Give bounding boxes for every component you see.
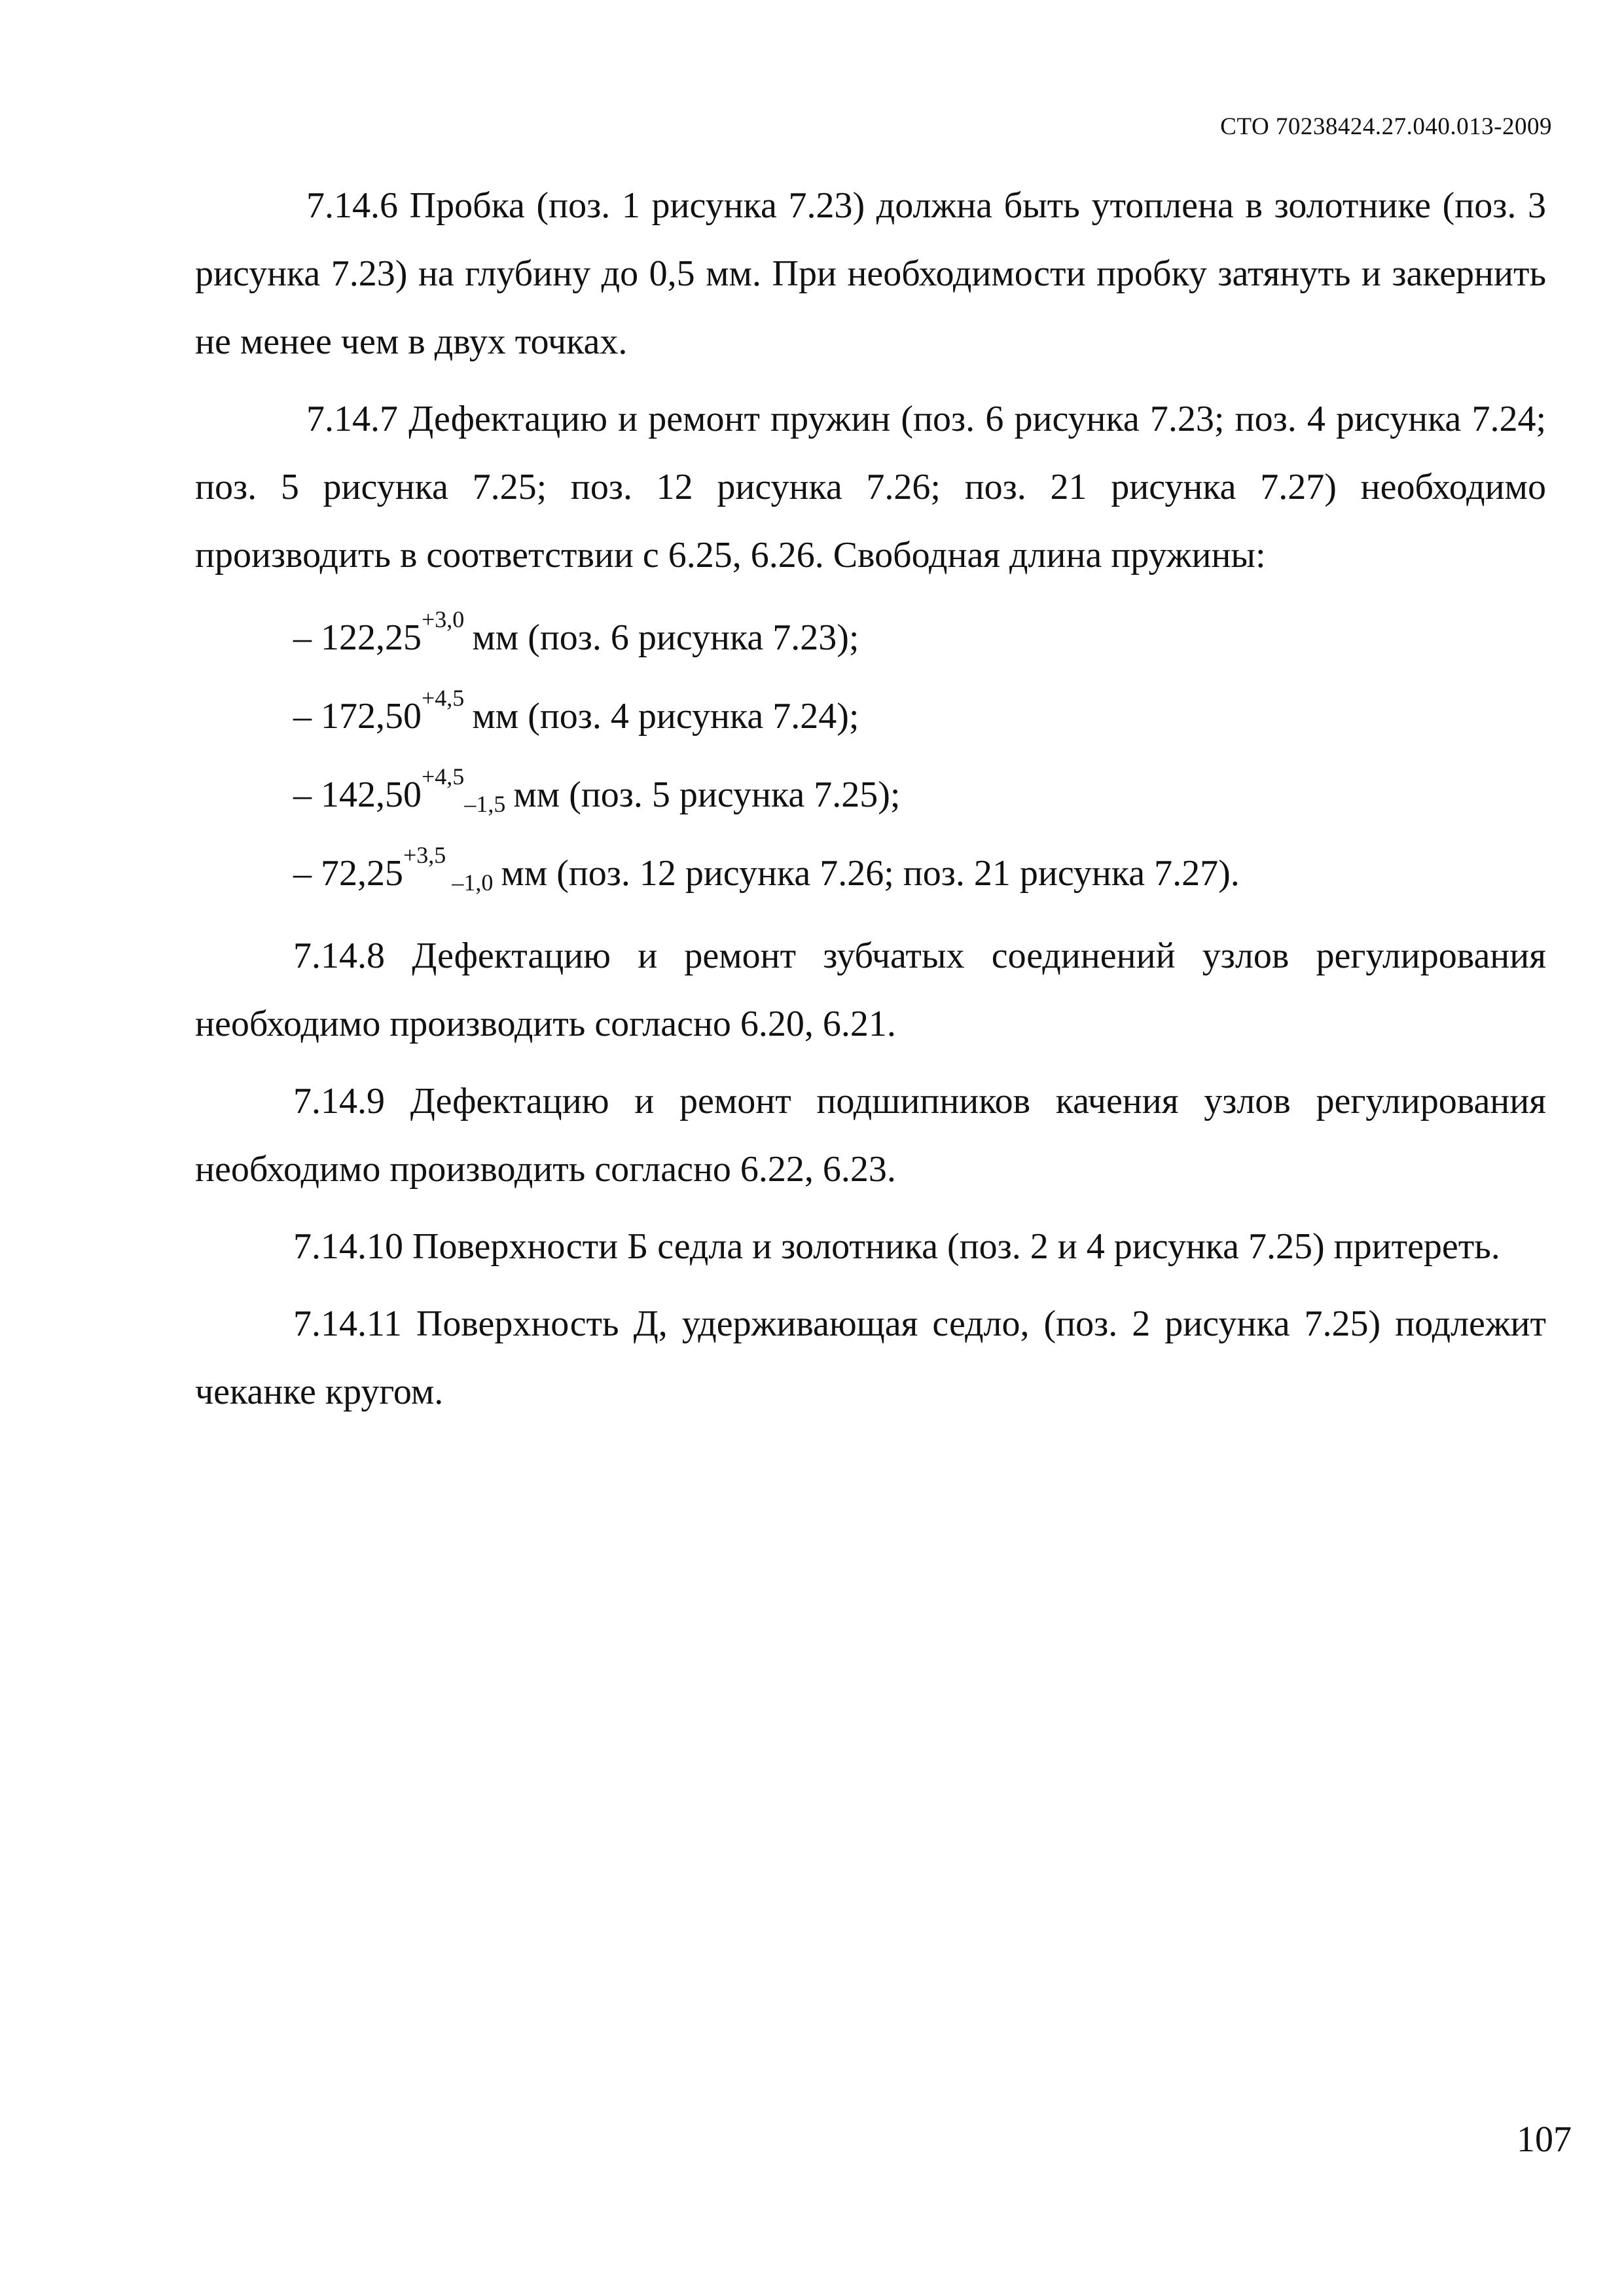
document-body: [195, 172, 1546, 1435]
list-dash: –: [293, 853, 312, 894]
list-item-text: мм (поз. 4 рисунка 7.24);: [472, 696, 859, 737]
spring-length-value: 172,50: [321, 696, 422, 737]
paragraph-7-14-11: 7.14.11 Поверхность Д, удерживающая седло, (поз. 2 рисунка 7.25) подлежит чеканке кругом.: [195, 1303, 1546, 1412]
list-dash: –: [293, 696, 312, 737]
tolerance: [422, 685, 465, 728]
paragraph-7-14-7: 7.14.7 Дефектацию и ремонт пружин (поз. 6 рисунка 7.23; поз. 4 рисунка 7.24; поз. 5 рисунка 7.25; поз. 12 рисунка 7.26; поз. 21 рисунка 7.27) необходимо производить в соответствии с 6.25, 6.26. Свободная длина пружины:: [195, 399, 1546, 575]
spring-length-value: 122,25: [321, 617, 422, 658]
list-item-text: мм (поз. 6 рисунка 7.23);: [472, 617, 859, 658]
list-item: [195, 598, 1546, 677]
page-number: 107: [1517, 2119, 1572, 2160]
tolerance-upper: +3,5: [403, 842, 446, 868]
spring-length-value: 142,50: [321, 774, 422, 815]
list-item: [195, 677, 1546, 756]
spring-length-list: [195, 598, 1546, 913]
list-item-text: мм (поз. 12 рисунка 7.26; поз. 21 рисунка 7.27).: [501, 853, 1240, 894]
tolerance: [422, 763, 506, 817]
tolerance-lower: –1,5: [464, 791, 506, 817]
tolerance-upper: +3,0: [422, 606, 465, 632]
paragraph-7-14-9: 7.14.9 Дефектацию и ремонт подшипников качения узлов регулирования необходимо производить согласно 6.22, 6.23.: [195, 1081, 1546, 1190]
tolerance-upper: +4,5: [422, 685, 465, 711]
paragraph-7-14-8: 7.14.8 Дефектацию и ремонт зубчатых соединений узлов регулирования необходимо производить согласно 6.20, 6.21.: [195, 936, 1546, 1044]
document-code-header: СТО 70238424.27.040.013-2009: [1220, 113, 1552, 140]
paragraph-7-14-6: 7.14.6 Пробка (поз. 1 рисунка 7.23) должна быть утоплена в золотнике (поз. 3 рисунка 7.23) на глубину до 0,5 мм. При необходимости пробку затянуть и закернить не менее чем в двух точках.: [195, 185, 1546, 362]
list-dash: –: [293, 774, 312, 815]
tolerance: [422, 606, 465, 649]
tolerance-upper: +4,5: [422, 763, 465, 790]
list-item-text: мм (поз. 5 рисунка 7.25);: [513, 774, 901, 815]
list-item: [195, 834, 1546, 913]
list-item: [195, 756, 1546, 834]
tolerance: [403, 842, 494, 896]
tolerance-lower: –1,0: [452, 869, 494, 896]
paragraph-7-14-10: 7.14.10 Поверхности Б седла и золотника (поз. 2 и 4 рисунка 7.25) притереть.: [293, 1226, 1500, 1267]
spring-length-value: 72,25: [321, 853, 403, 894]
list-dash: –: [293, 617, 312, 658]
